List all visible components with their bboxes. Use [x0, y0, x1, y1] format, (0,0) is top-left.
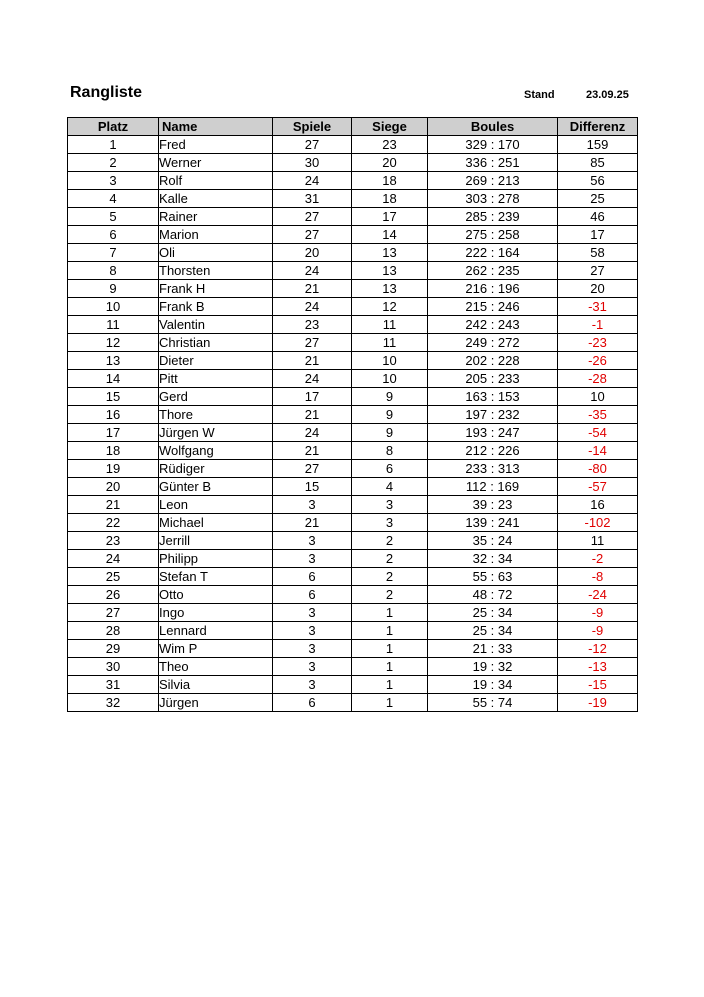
column-header-spiele: Spiele [273, 118, 352, 136]
cell-platz: 13 [68, 352, 159, 370]
table-row [68, 280, 638, 298]
cell-spiele: 21 [273, 406, 352, 424]
cell-spiele: 21 [273, 280, 352, 298]
cell-differenz: -13 [558, 658, 638, 676]
cell-platz: 16 [68, 406, 159, 424]
cell-differenz: -15 [558, 676, 638, 694]
cell-siege: 2 [352, 550, 428, 568]
cell-spiele: 3 [273, 640, 352, 658]
cell-siege: 20 [352, 154, 428, 172]
cell-differenz: 85 [558, 154, 638, 172]
cell-name: Rolf [159, 172, 273, 190]
cell-boules: 193 : 247 [428, 424, 558, 442]
cell-siege: 13 [352, 244, 428, 262]
cell-boules: 336 : 251 [428, 154, 558, 172]
cell-name: Jürgen [159, 694, 273, 712]
table-row [68, 262, 638, 280]
cell-boules: 197 : 232 [428, 406, 558, 424]
cell-siege: 4 [352, 478, 428, 496]
cell-name: Wim P [159, 640, 273, 658]
cell-spiele: 30 [273, 154, 352, 172]
cell-name: Marion [159, 226, 273, 244]
cell-differenz: -2 [558, 550, 638, 568]
cell-spiele: 6 [273, 568, 352, 586]
table-row [68, 496, 638, 514]
table-row [68, 676, 638, 694]
table-row [68, 640, 638, 658]
cell-platz: 7 [68, 244, 159, 262]
table-row [68, 190, 638, 208]
cell-siege: 1 [352, 622, 428, 640]
cell-platz: 20 [68, 478, 159, 496]
cell-name: Jürgen W [159, 424, 273, 442]
cell-name: Frank H [159, 280, 273, 298]
cell-boules: 222 : 164 [428, 244, 558, 262]
cell-spiele: 21 [273, 352, 352, 370]
column-header-boules: Boules [428, 118, 558, 136]
cell-differenz: -102 [558, 514, 638, 532]
cell-spiele: 23 [273, 316, 352, 334]
cell-name: Silvia [159, 676, 273, 694]
cell-name: Valentin [159, 316, 273, 334]
cell-boules: 39 : 23 [428, 496, 558, 514]
cell-name: Otto [159, 586, 273, 604]
cell-platz: 28 [68, 622, 159, 640]
cell-siege: 9 [352, 424, 428, 442]
cell-platz: 12 [68, 334, 159, 352]
cell-name: Jerrill [159, 532, 273, 550]
cell-name: Dieter [159, 352, 273, 370]
cell-spiele: 24 [273, 262, 352, 280]
cell-siege: 18 [352, 172, 428, 190]
cell-differenz: -28 [558, 370, 638, 388]
cell-differenz: -23 [558, 334, 638, 352]
cell-differenz: 10 [558, 388, 638, 406]
cell-platz: 8 [68, 262, 159, 280]
cell-differenz: -14 [558, 442, 638, 460]
cell-spiele: 31 [273, 190, 352, 208]
cell-platz: 26 [68, 586, 159, 604]
table-row [68, 586, 638, 604]
cell-name: Thorsten [159, 262, 273, 280]
cell-differenz: -57 [558, 478, 638, 496]
table-row [68, 208, 638, 226]
table-row [68, 136, 638, 154]
cell-name: Michael [159, 514, 273, 532]
cell-boules: 163 : 153 [428, 388, 558, 406]
cell-siege: 1 [352, 676, 428, 694]
cell-siege: 6 [352, 460, 428, 478]
cell-differenz: 25 [558, 190, 638, 208]
cell-spiele: 20 [273, 244, 352, 262]
cell-siege: 17 [352, 208, 428, 226]
cell-siege: 14 [352, 226, 428, 244]
cell-differenz: -54 [558, 424, 638, 442]
cell-name: Rüdiger [159, 460, 273, 478]
cell-platz: 11 [68, 316, 159, 334]
cell-siege: 1 [352, 694, 428, 712]
cell-platz: 4 [68, 190, 159, 208]
cell-platz: 31 [68, 676, 159, 694]
cell-platz: 22 [68, 514, 159, 532]
cell-boules: 21 : 33 [428, 640, 558, 658]
table-row [68, 406, 638, 424]
table-row [68, 316, 638, 334]
cell-differenz: -8 [558, 568, 638, 586]
cell-name: Thore [159, 406, 273, 424]
cell-boules: 275 : 258 [428, 226, 558, 244]
table-row [68, 298, 638, 316]
cell-boules: 329 : 170 [428, 136, 558, 154]
cell-siege: 9 [352, 406, 428, 424]
cell-boules: 19 : 32 [428, 658, 558, 676]
cell-spiele: 6 [273, 694, 352, 712]
cell-platz: 2 [68, 154, 159, 172]
cell-spiele: 21 [273, 442, 352, 460]
cell-siege: 1 [352, 658, 428, 676]
cell-differenz: 58 [558, 244, 638, 262]
cell-name: Werner [159, 154, 273, 172]
cell-siege: 1 [352, 604, 428, 622]
cell-name: Stefan T [159, 568, 273, 586]
cell-boules: 55 : 63 [428, 568, 558, 586]
column-header-name: Name [159, 118, 273, 136]
table-row [68, 514, 638, 532]
cell-boules: 19 : 34 [428, 676, 558, 694]
stand-label: Stand [524, 89, 555, 101]
cell-name: Wolfgang [159, 442, 273, 460]
cell-boules: 212 : 226 [428, 442, 558, 460]
cell-boules: 205 : 233 [428, 370, 558, 388]
cell-name: Gerd [159, 388, 273, 406]
cell-siege: 2 [352, 532, 428, 550]
cell-differenz: -9 [558, 622, 638, 640]
cell-boules: 25 : 34 [428, 604, 558, 622]
table-row [68, 154, 638, 172]
cell-platz: 23 [68, 532, 159, 550]
cell-spiele: 24 [273, 298, 352, 316]
cell-platz: 10 [68, 298, 159, 316]
page-title: Rangliste [70, 84, 143, 101]
cell-siege: 3 [352, 514, 428, 532]
cell-siege: 13 [352, 280, 428, 298]
cell-name: Leon [159, 496, 273, 514]
cell-spiele: 3 [273, 496, 352, 514]
table-row [68, 658, 638, 676]
cell-name: Theo [159, 658, 273, 676]
cell-differenz: -26 [558, 352, 638, 370]
cell-platz: 3 [68, 172, 159, 190]
cell-name: Philipp [159, 550, 273, 568]
cell-boules: 285 : 239 [428, 208, 558, 226]
cell-platz: 6 [68, 226, 159, 244]
table-row [68, 604, 638, 622]
cell-boules: 215 : 246 [428, 298, 558, 316]
cell-differenz: 17 [558, 226, 638, 244]
cell-platz: 9 [68, 280, 159, 298]
cell-platz: 15 [68, 388, 159, 406]
cell-spiele: 21 [273, 514, 352, 532]
column-header-platz: Platz [68, 118, 159, 136]
table-row [68, 370, 638, 388]
cell-differenz: 159 [558, 136, 638, 154]
cell-boules: 25 : 34 [428, 622, 558, 640]
cell-boules: 249 : 272 [428, 334, 558, 352]
cell-platz: 24 [68, 550, 159, 568]
stand-date: 23.09.25 [586, 89, 629, 101]
table-row [68, 622, 638, 640]
cell-differenz: -35 [558, 406, 638, 424]
cell-spiele: 27 [273, 208, 352, 226]
cell-siege: 2 [352, 586, 428, 604]
cell-platz: 19 [68, 460, 159, 478]
table-row [68, 550, 638, 568]
cell-siege: 11 [352, 316, 428, 334]
cell-name: Oli [159, 244, 273, 262]
cell-name: Pitt [159, 370, 273, 388]
cell-spiele: 27 [273, 226, 352, 244]
cell-spiele: 15 [273, 478, 352, 496]
cell-spiele: 24 [273, 424, 352, 442]
cell-boules: 139 : 241 [428, 514, 558, 532]
cell-platz: 27 [68, 604, 159, 622]
cell-boules: 216 : 196 [428, 280, 558, 298]
cell-spiele: 27 [273, 460, 352, 478]
cell-differenz: 27 [558, 262, 638, 280]
cell-boules: 303 : 278 [428, 190, 558, 208]
cell-siege: 12 [352, 298, 428, 316]
cell-name: Günter B [159, 478, 273, 496]
cell-differenz: -12 [558, 640, 638, 658]
cell-platz: 30 [68, 658, 159, 676]
cell-siege: 23 [352, 136, 428, 154]
cell-differenz: -19 [558, 694, 638, 712]
table-row [68, 424, 638, 442]
table-row [68, 568, 638, 586]
cell-name: Kalle [159, 190, 273, 208]
cell-differenz: -80 [558, 460, 638, 478]
table-row [68, 334, 638, 352]
cell-siege: 10 [352, 352, 428, 370]
cell-boules: 269 : 213 [428, 172, 558, 190]
cell-spiele: 3 [273, 532, 352, 550]
cell-siege: 13 [352, 262, 428, 280]
cell-siege: 9 [352, 388, 428, 406]
table-row [68, 352, 638, 370]
table-row [68, 460, 638, 478]
table-row [68, 694, 638, 712]
column-header-differenz: Differenz [558, 118, 638, 136]
table-row [68, 172, 638, 190]
cell-differenz: -9 [558, 604, 638, 622]
cell-spiele: 24 [273, 370, 352, 388]
cell-platz: 32 [68, 694, 159, 712]
cell-boules: 262 : 235 [428, 262, 558, 280]
cell-platz: 5 [68, 208, 159, 226]
cell-name: Lennard [159, 622, 273, 640]
cell-name: Christian [159, 334, 273, 352]
cell-siege: 11 [352, 334, 428, 352]
cell-siege: 2 [352, 568, 428, 586]
cell-siege: 10 [352, 370, 428, 388]
table-row [68, 532, 638, 550]
cell-boules: 35 : 24 [428, 532, 558, 550]
cell-platz: 14 [68, 370, 159, 388]
cell-siege: 8 [352, 442, 428, 460]
cell-name: Frank B [159, 298, 273, 316]
cell-spiele: 27 [273, 136, 352, 154]
cell-boules: 233 : 313 [428, 460, 558, 478]
cell-siege: 18 [352, 190, 428, 208]
cell-platz: 18 [68, 442, 159, 460]
cell-platz: 21 [68, 496, 159, 514]
cell-boules: 55 : 74 [428, 694, 558, 712]
cell-spiele: 3 [273, 622, 352, 640]
ranking-table [67, 117, 638, 712]
cell-platz: 1 [68, 136, 159, 154]
table-header-row [68, 118, 638, 136]
cell-spiele: 3 [273, 676, 352, 694]
cell-platz: 29 [68, 640, 159, 658]
cell-differenz: 56 [558, 172, 638, 190]
cell-differenz: 16 [558, 496, 638, 514]
column-header-siege: Siege [352, 118, 428, 136]
cell-boules: 48 : 72 [428, 586, 558, 604]
cell-spiele: 27 [273, 334, 352, 352]
cell-spiele: 24 [273, 172, 352, 190]
table-row [68, 388, 638, 406]
cell-spiele: 17 [273, 388, 352, 406]
cell-spiele: 3 [273, 550, 352, 568]
cell-siege: 1 [352, 640, 428, 658]
cell-platz: 17 [68, 424, 159, 442]
cell-boules: 112 : 169 [428, 478, 558, 496]
cell-differenz: 20 [558, 280, 638, 298]
cell-differenz: -1 [558, 316, 638, 334]
table-row [68, 478, 638, 496]
cell-differenz: -24 [558, 586, 638, 604]
cell-boules: 242 : 243 [428, 316, 558, 334]
cell-differenz: -31 [558, 298, 638, 316]
cell-differenz: 11 [558, 532, 638, 550]
cell-name: Ingo [159, 604, 273, 622]
table-row [68, 244, 638, 262]
cell-spiele: 3 [273, 604, 352, 622]
cell-name: Fred [159, 136, 273, 154]
table-row [68, 442, 638, 460]
table-row [68, 226, 638, 244]
cell-boules: 32 : 34 [428, 550, 558, 568]
cell-spiele: 3 [273, 658, 352, 676]
cell-boules: 202 : 228 [428, 352, 558, 370]
cell-differenz: 46 [558, 208, 638, 226]
cell-name: Rainer [159, 208, 273, 226]
cell-siege: 3 [352, 496, 428, 514]
cell-platz: 25 [68, 568, 159, 586]
cell-spiele: 6 [273, 586, 352, 604]
